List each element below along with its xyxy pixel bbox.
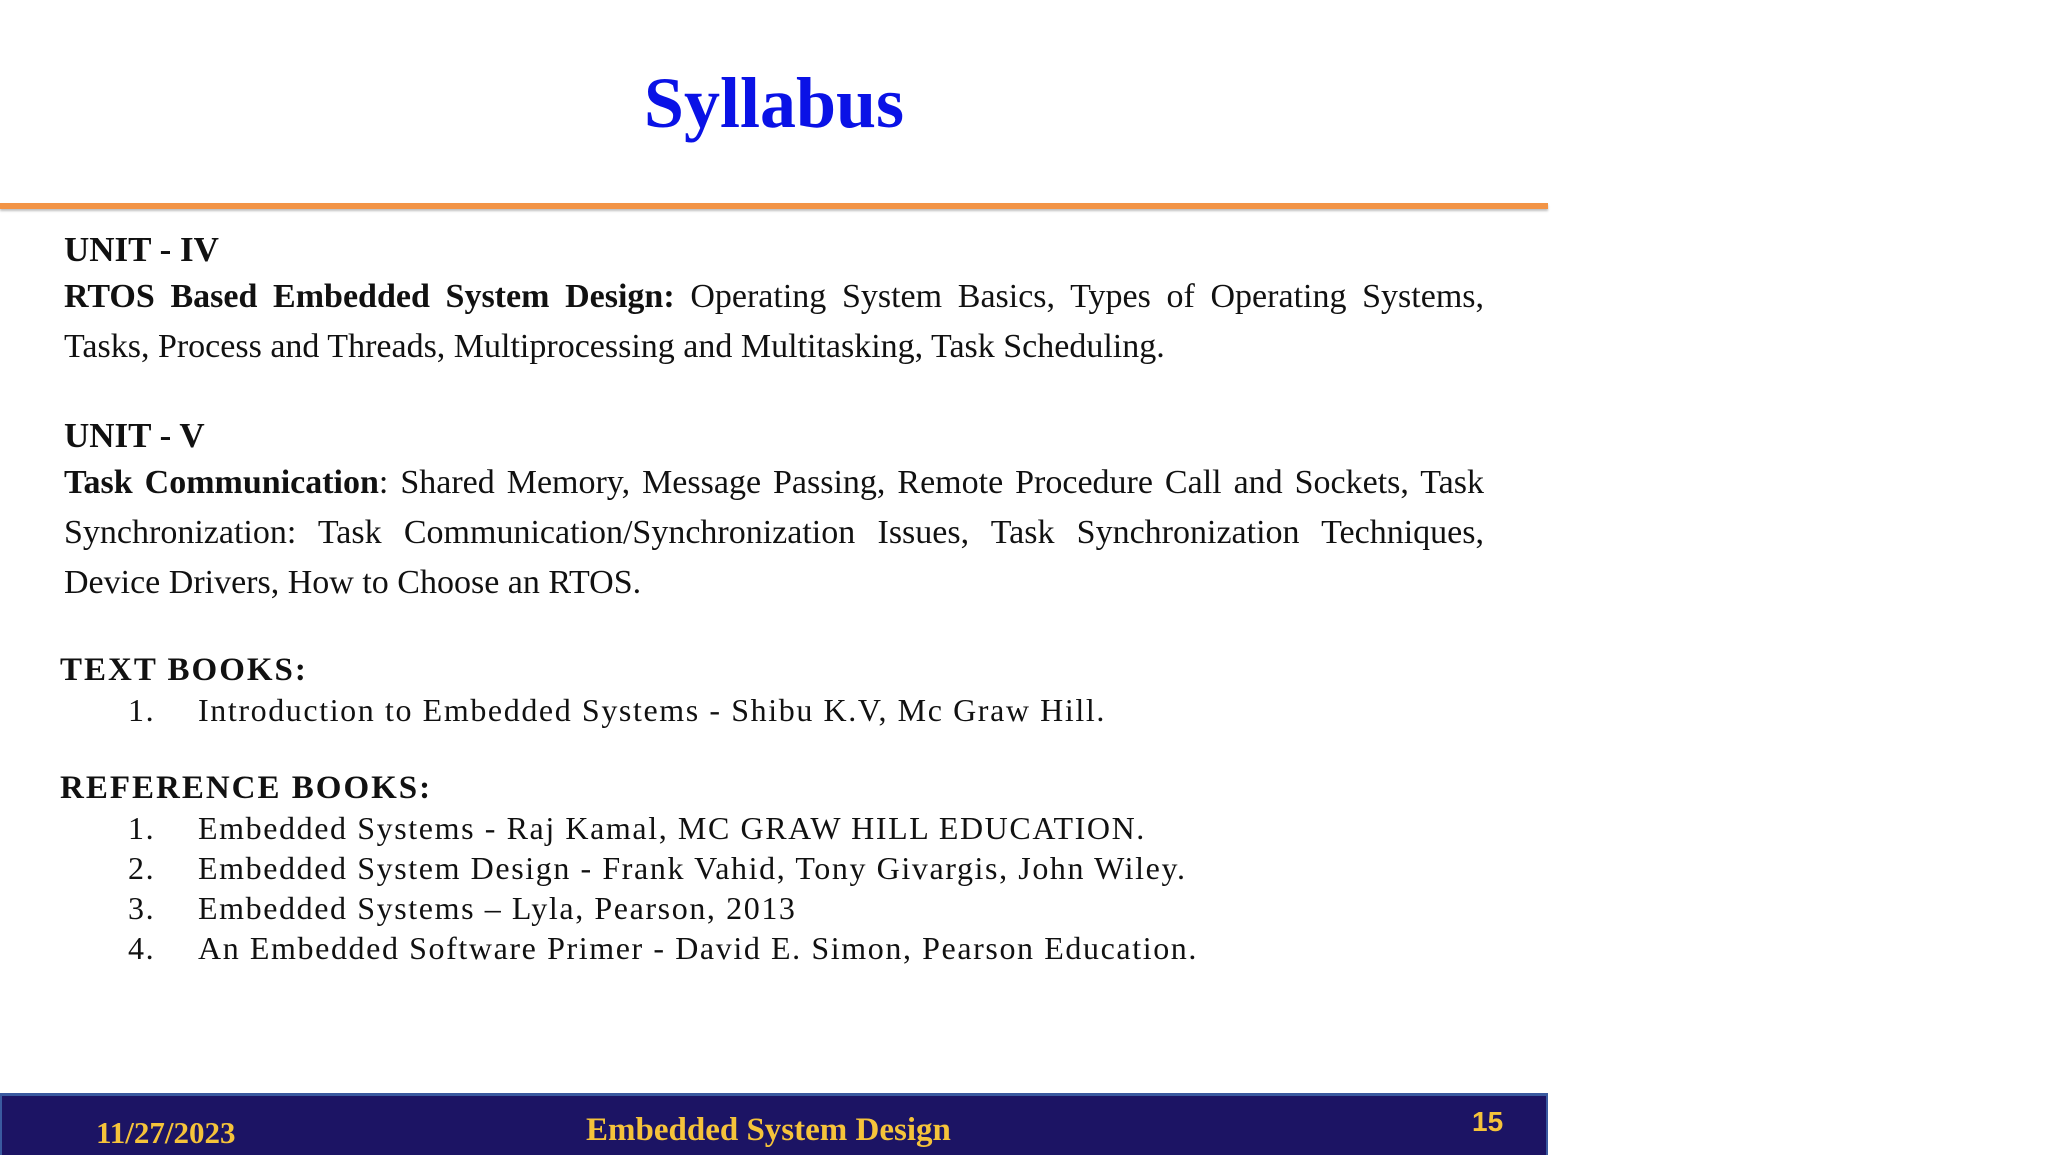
reference-books-heading: REFERENCE BOOKS: <box>60 770 433 806</box>
slide-number: 15 <box>1472 1106 1504 1137</box>
footer-course-title: Embedded System Design <box>586 1112 951 1148</box>
list-item-text: Embedded Systems – Lyla, Pearson, 2013 <box>198 890 797 926</box>
reference-books-list <box>64 808 1484 968</box>
unit-v-text: : Shared Memory, Message Passing, Remote Procedure Call and Sockets, Task Synchronization: Task Communication/Synchronization Issues, Task Synchronization Techniques, Device Drivers, How to Choose an RTOS. <box>64 464 1484 601</box>
list-item-text: Introduction to Embedded Systems - Shibu K.V, Mc Graw Hill. <box>198 692 1106 728</box>
list-item-text: Embedded System Design - Frank Vahid, Tony Givargis, John Wiley. <box>198 850 1187 886</box>
text-books-heading: TEXT BOOKS: <box>60 652 308 688</box>
unit-iv-body <box>64 272 1484 372</box>
unit-iv-topic: RTOS Based Embedded System Design: <box>64 278 675 315</box>
syllabus-content <box>60 228 1484 1006</box>
list-item-number: 3. <box>128 890 156 926</box>
title-divider <box>0 203 1548 209</box>
unit-iv-heading: UNIT - IV <box>64 230 219 269</box>
list-item-text: Embedded Systems - Raj Kamal, MC GRAW HILL EDUCATION. <box>198 810 1146 846</box>
list-item-number: 1. <box>128 692 156 728</box>
list-item <box>64 928 1484 968</box>
unit-v-heading: UNIT - V <box>64 416 205 455</box>
list-item <box>64 848 1484 888</box>
footer-date: 11/27/2023 <box>96 1115 236 1150</box>
unit-v-section <box>64 414 1484 608</box>
list-item-number: 4. <box>128 930 156 966</box>
unit-iv-section <box>64 228 1484 372</box>
slide-title: Syllabus <box>643 63 905 143</box>
text-books-list <box>64 690 1484 730</box>
list-item <box>64 888 1484 928</box>
list-item <box>64 808 1484 848</box>
unit-v-body <box>64 458 1484 608</box>
unit-iv-text: Operating System Basics, Types of Operating Systems, Tasks, Process and Threads, Multiprocessing and Multitasking, Task Scheduling. <box>64 278 1484 365</box>
list-item-number: 2. <box>128 850 156 886</box>
text-books-section <box>60 650 1484 730</box>
list-item <box>64 690 1484 730</box>
footer-bar <box>0 1093 1548 1155</box>
reference-books-section <box>60 768 1484 968</box>
list-item-number: 1. <box>128 810 156 846</box>
list-item-text: An Embedded Software Primer - David E. Simon, Pearson Education. <box>198 930 1198 966</box>
unit-v-topic: Task Communication <box>64 464 379 501</box>
